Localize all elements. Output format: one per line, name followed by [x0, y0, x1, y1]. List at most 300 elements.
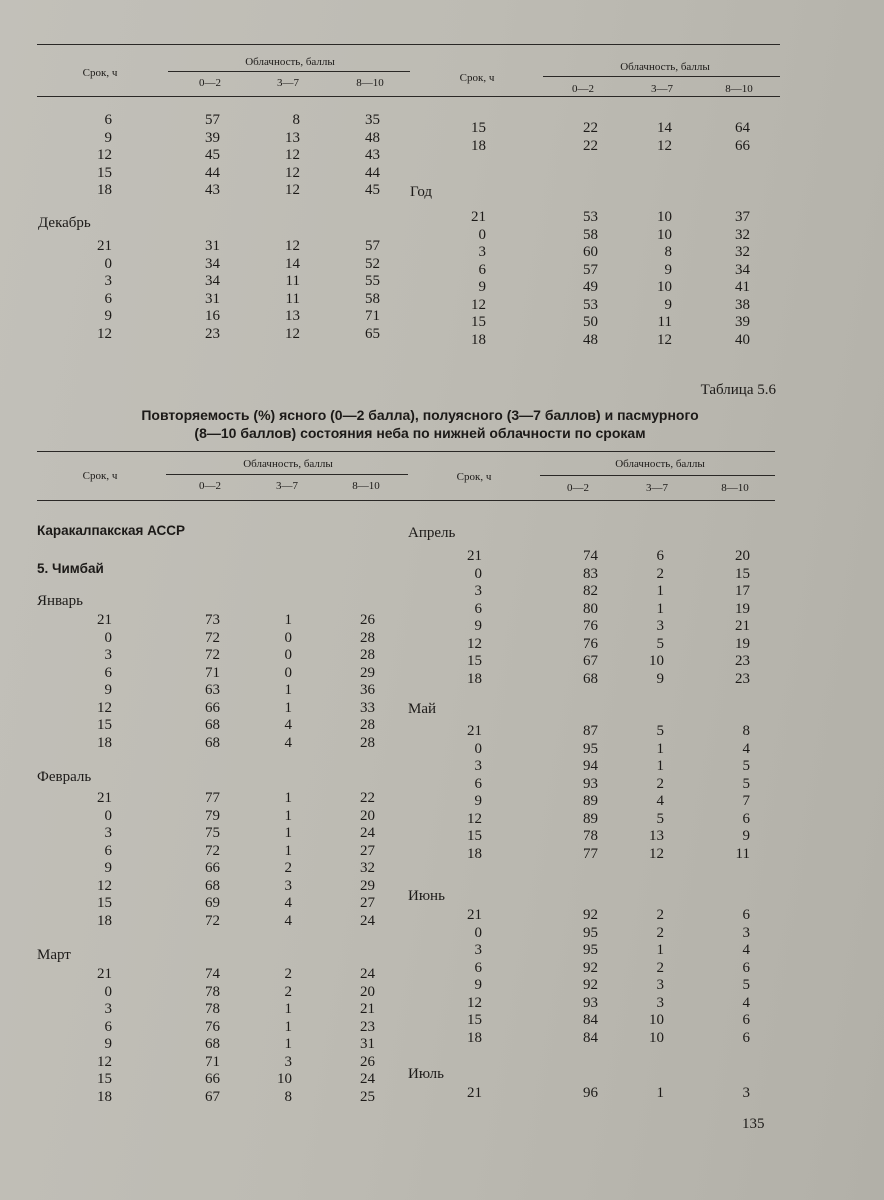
cell-clear: 76: [583, 618, 598, 634]
table-row: [40, 860, 400, 878]
cell-partly: 10: [657, 209, 672, 225]
cell-partly: 2: [656, 959, 664, 976]
cell-clear: 58: [583, 226, 598, 243]
cell-overcast: 23: [360, 1018, 375, 1035]
cell-partly: 9: [664, 296, 672, 313]
cell-overcast: 27: [360, 842, 375, 859]
cell-partly: 8: [664, 244, 672, 260]
cell-overcast: 32: [735, 226, 750, 243]
cell-srok: 3: [104, 647, 112, 663]
cell-overcast: 65: [365, 325, 380, 342]
cell-partly: 1: [284, 1036, 292, 1052]
top-rule: [37, 44, 780, 45]
cell-partly: 12: [285, 238, 300, 254]
cell-overcast: 17: [735, 583, 750, 599]
table-row: [420, 907, 780, 925]
month-label-mart: Март: [37, 947, 71, 963]
cell-srok: 12: [97, 325, 112, 342]
table-row: [420, 332, 780, 350]
cell-clear: 79: [205, 807, 220, 824]
cell-partly: 2: [656, 565, 664, 582]
cell-overcast: 21: [360, 1001, 375, 1017]
cell-overcast: 66: [735, 137, 750, 154]
cell-clear: 76: [205, 1018, 220, 1035]
cell-partly: 10: [649, 1029, 664, 1046]
cell-srok: 9: [104, 682, 112, 698]
table-row: [420, 262, 780, 280]
cell-partly: 14: [657, 120, 672, 136]
cell-clear: 49: [583, 279, 598, 295]
table-row: [40, 808, 400, 826]
top-header-bottom-rule: [37, 96, 780, 97]
cell-srok: 18: [467, 845, 482, 862]
cell-clear: 84: [583, 1012, 598, 1028]
cell-clear: 66: [205, 1071, 220, 1087]
cell-overcast: 28: [360, 629, 375, 646]
cell-srok: 0: [474, 740, 482, 757]
cell-srok: 9: [478, 279, 486, 295]
cell-srok: 6: [474, 959, 482, 976]
cell-partly: 10: [657, 226, 672, 243]
cell-srok: 18: [471, 331, 486, 348]
cell-overcast: 35: [365, 112, 380, 128]
top-left-hdr-c3: 8—10: [356, 77, 384, 89]
cell-partly: 0: [284, 664, 292, 681]
t56-right-hdr-c1: 0—2: [567, 482, 589, 494]
cell-clear: 73: [205, 612, 220, 628]
cell-overcast: 28: [360, 647, 375, 663]
cell-srok: 3: [478, 244, 486, 260]
cell-clear: 80: [583, 600, 598, 617]
table-row: [40, 790, 400, 808]
cell-overcast: 24: [360, 1071, 375, 1087]
cell-overcast: 27: [360, 895, 375, 911]
cell-partly: 1: [284, 842, 292, 859]
cell-overcast: 57: [365, 238, 380, 254]
cell-overcast: 32: [360, 860, 375, 876]
cell-clear: 57: [205, 112, 220, 128]
cell-srok: 21: [97, 612, 112, 628]
table-row: [420, 811, 780, 829]
cell-srok: 3: [104, 825, 112, 841]
top-right-hdr-c3: 8—10: [725, 83, 753, 95]
cell-srok: 0: [474, 924, 482, 941]
table-row: [40, 308, 400, 326]
cell-partly: 3: [284, 1053, 292, 1070]
cell-partly: 0: [284, 629, 292, 646]
cell-srok: 12: [471, 296, 486, 313]
t56-right-hdr-c2: 3—7: [646, 482, 668, 494]
table-row: [40, 984, 400, 1002]
cell-srok: 3: [474, 942, 482, 958]
year-label-god: Год: [410, 184, 433, 200]
cell-overcast: 31: [360, 1036, 375, 1052]
top-left-hdr-c1: 0—2: [199, 77, 221, 89]
cell-overcast: 6: [742, 1012, 750, 1028]
cell-overcast: 7: [742, 793, 750, 809]
cell-partly: 12: [285, 182, 300, 198]
cell-overcast: 39: [735, 314, 750, 330]
table-row: [40, 717, 400, 735]
t56-right-hdr-srok: Срок, ч: [456, 471, 492, 483]
table-row: [40, 1089, 400, 1107]
cell-overcast: 29: [360, 877, 375, 894]
cell-partly: 2: [656, 924, 664, 941]
t56-left-hdr-srok: Срок, ч: [82, 470, 118, 482]
table-row: [40, 825, 400, 843]
cell-clear: 71: [205, 664, 220, 681]
cell-overcast: 41: [735, 279, 750, 295]
cell-clear: 72: [205, 842, 220, 859]
cell-overcast: 19: [735, 635, 750, 652]
cell-srok: 12: [97, 877, 112, 894]
cell-partly: 4: [284, 717, 292, 733]
cell-srok: 6: [104, 290, 112, 307]
cell-srok: 12: [97, 1053, 112, 1070]
cell-partly: 5: [656, 635, 664, 652]
cell-partly: 4: [656, 793, 664, 809]
cell-clear: 43: [205, 182, 220, 198]
t56-left-hdr-c1: 0—2: [199, 480, 221, 492]
cell-srok: 9: [104, 308, 112, 324]
cell-overcast: 5: [742, 775, 750, 792]
cell-partly: 1: [656, 942, 664, 958]
cell-clear: 67: [205, 1088, 220, 1105]
month-label-dekabr: Декабрь: [38, 215, 91, 231]
cell-overcast: 3: [742, 924, 750, 941]
cell-partly: 10: [649, 1012, 664, 1028]
cell-partly: 1: [656, 1085, 664, 1101]
cell-clear: 72: [205, 912, 220, 929]
cell-overcast: 22: [360, 790, 375, 806]
cell-clear: 76: [583, 635, 598, 652]
cell-partly: 4: [284, 895, 292, 911]
cell-clear: 66: [205, 699, 220, 716]
cell-overcast: 6: [742, 907, 750, 923]
table-row: [420, 977, 780, 995]
cell-overcast: 6: [742, 959, 750, 976]
table-row: [40, 843, 400, 861]
cell-srok: 6: [104, 1018, 112, 1035]
cell-srok: 12: [467, 635, 482, 652]
cell-srok: 15: [471, 120, 486, 136]
cell-overcast: 19: [735, 600, 750, 617]
table-row: [420, 995, 780, 1013]
table-row: [40, 1071, 400, 1089]
cell-partly: 10: [277, 1071, 292, 1087]
table-row: [420, 227, 780, 245]
table-row: [420, 758, 780, 776]
cell-srok: 9: [474, 977, 482, 993]
cell-clear: 67: [583, 653, 598, 669]
table-row: [40, 326, 400, 344]
table-row: [420, 618, 780, 636]
cell-srok: 9: [474, 793, 482, 809]
table-title-line2: (8—10 баллов) состояния неба по нижней облачности по срокам: [194, 425, 646, 441]
month-label-fevral: Февраль: [37, 769, 92, 785]
cell-overcast: 58: [365, 290, 380, 307]
cell-partly: 1: [656, 583, 664, 599]
cell-overcast: 20: [735, 548, 750, 564]
cell-overcast: 5: [742, 758, 750, 774]
cell-srok: 21: [467, 907, 482, 923]
t56-right-hdr-c3: 8—10: [721, 482, 749, 494]
cell-overcast: 45: [365, 182, 380, 198]
table-row: [420, 942, 780, 960]
table-row: [40, 1001, 400, 1019]
cell-clear: 63: [205, 682, 220, 698]
cell-clear: 83: [583, 565, 598, 582]
table-row: [420, 925, 780, 943]
cell-overcast: 52: [365, 255, 380, 272]
cell-clear: 68: [583, 670, 598, 687]
cell-partly: 1: [656, 600, 664, 617]
cell-srok: 0: [474, 565, 482, 582]
table-row: [40, 130, 400, 148]
cell-overcast: 36: [360, 682, 375, 698]
cell-overcast: 23: [735, 670, 750, 687]
cell-srok: 9: [104, 1036, 112, 1052]
cell-clear: 78: [205, 1001, 220, 1017]
cell-partly: 12: [657, 331, 672, 348]
top-left-hdr-oblachnost: Облачность, баллы: [245, 56, 335, 68]
table-row: [420, 244, 780, 262]
month-label-iyul: Июль: [408, 1066, 444, 1082]
cell-partly: 9: [656, 670, 664, 687]
table-row: [40, 291, 400, 309]
table-row: [40, 273, 400, 291]
cell-overcast: 8: [742, 723, 750, 739]
cell-clear: 92: [583, 977, 598, 993]
cell-srok: 3: [474, 758, 482, 774]
cell-clear: 68: [205, 877, 220, 894]
cell-srok: 12: [97, 699, 112, 716]
cell-overcast: 11: [735, 845, 750, 862]
table-row: [420, 1012, 780, 1030]
cell-clear: 77: [205, 790, 220, 806]
cell-srok: 18: [467, 670, 482, 687]
cell-clear: 71: [205, 1053, 220, 1070]
cell-overcast: 6: [742, 1029, 750, 1046]
cell-clear: 68: [205, 734, 220, 751]
cell-overcast: 20: [360, 983, 375, 1000]
cell-partly: 12: [285, 147, 300, 163]
cell-clear: 45: [205, 147, 220, 163]
cell-srok: 3: [104, 273, 112, 289]
cell-clear: 93: [583, 775, 598, 792]
cell-partly: 11: [285, 273, 300, 289]
station-heading: 5. Чимбай: [37, 561, 104, 576]
cell-overcast: 26: [360, 1053, 375, 1070]
cell-clear: 92: [583, 907, 598, 923]
region-heading: Каракалпакская АССР: [37, 523, 186, 538]
cell-overcast: 4: [742, 994, 750, 1011]
table-row: [40, 238, 400, 256]
t56-left-hdr-oblachnost: Облачность, баллы: [243, 458, 333, 470]
cell-partly: 10: [649, 653, 664, 669]
cell-partly: 1: [284, 1018, 292, 1035]
cell-partly: 1: [656, 758, 664, 774]
cell-clear: 75: [205, 825, 220, 841]
cell-partly: 12: [285, 325, 300, 342]
cell-partly: 8: [284, 1088, 292, 1105]
cell-overcast: 71: [365, 308, 380, 324]
cell-partly: 6: [656, 548, 664, 564]
cell-srok: 0: [104, 255, 112, 272]
cell-srok: 18: [467, 1029, 482, 1046]
cell-overcast: 23: [735, 653, 750, 669]
cell-overcast: 15: [735, 565, 750, 582]
top-right-hdr-srok: Срок, ч: [459, 72, 495, 84]
table-row: [420, 209, 780, 227]
cell-srok: 6: [104, 842, 112, 859]
cell-srok: 12: [467, 810, 482, 827]
table-row: [420, 120, 780, 138]
cell-partly: 5: [656, 723, 664, 739]
cell-clear: 44: [205, 164, 220, 181]
cell-srok: 6: [104, 664, 112, 681]
cell-partly: 10: [657, 279, 672, 295]
cell-clear: 78: [205, 983, 220, 1000]
cell-clear: 34: [205, 255, 220, 272]
cell-overcast: 24: [360, 912, 375, 929]
top-left-hdr-srok: Срок, ч: [82, 67, 118, 79]
cell-srok: 12: [467, 994, 482, 1011]
cell-overcast: 28: [360, 717, 375, 733]
table-row: [420, 279, 780, 297]
cell-srok: 3: [474, 583, 482, 599]
cell-clear: 68: [205, 717, 220, 733]
table-row: [420, 138, 780, 156]
table-row: [420, 741, 780, 759]
table-row: [420, 601, 780, 619]
cell-clear: 34: [205, 273, 220, 289]
table-row: [40, 182, 400, 200]
top-right-hdr-oblachnost: Облачность, баллы: [620, 61, 710, 73]
cell-overcast: 3: [742, 1085, 750, 1101]
cell-overcast: 26: [360, 612, 375, 628]
t56-header-bottom-rule: [37, 500, 775, 501]
cell-overcast: 28: [360, 734, 375, 751]
cell-partly: 11: [657, 314, 672, 330]
cell-overcast: 29: [360, 664, 375, 681]
cell-srok: 0: [104, 807, 112, 824]
cell-srok: 15: [467, 653, 482, 669]
cell-clear: 60: [583, 244, 598, 260]
cell-srok: 21: [467, 1085, 482, 1101]
cell-srok: 0: [478, 226, 486, 243]
cell-partly: 1: [284, 699, 292, 716]
cell-partly: 1: [284, 682, 292, 698]
cell-partly: 3: [284, 877, 292, 894]
month-label-may: Май: [408, 701, 437, 717]
table-row: [40, 878, 400, 896]
cell-overcast: 40: [735, 331, 750, 348]
cell-partly: 3: [656, 994, 664, 1011]
cell-clear: 95: [583, 924, 598, 941]
cell-srok: 21: [97, 238, 112, 254]
cell-partly: 4: [284, 734, 292, 751]
cell-overcast: 32: [735, 244, 750, 260]
cell-partly: 1: [284, 825, 292, 841]
table-row: [40, 966, 400, 984]
table-row: [40, 630, 400, 648]
cell-clear: 72: [205, 629, 220, 646]
month-label-aprel: Апрель: [408, 525, 456, 541]
cell-clear: 89: [583, 793, 598, 809]
cell-partly: 3: [656, 977, 664, 993]
cell-overcast: 55: [365, 273, 380, 289]
table-row: [40, 112, 400, 130]
cell-clear: 82: [583, 583, 598, 599]
table-title-line1: Повторяемость (%) ясного (0—2 балла), полуясного (3—7 баллов) и пасмурного: [141, 407, 699, 423]
cell-partly: 12: [285, 164, 300, 181]
cell-overcast: 21: [735, 618, 750, 634]
t56-left-hdr-c3: 8—10: [352, 480, 380, 492]
cell-srok: 21: [467, 548, 482, 564]
top-right-hdr-c1: 0—2: [572, 83, 594, 95]
cell-partly: 9: [664, 261, 672, 278]
table-row: [420, 653, 780, 671]
top-right-subrule: [543, 76, 780, 77]
cell-partly: 12: [649, 845, 664, 862]
t56-right-hdr-oblachnost: Облачность, баллы: [615, 458, 705, 470]
cell-overcast: 37: [735, 209, 750, 225]
table-row: [40, 665, 400, 683]
table-row: [40, 647, 400, 665]
cell-partly: 1: [284, 612, 292, 628]
table-row: [420, 566, 780, 584]
cell-clear: 50: [583, 314, 598, 330]
cell-clear: 95: [583, 942, 598, 958]
cell-clear: 53: [583, 209, 598, 225]
cell-clear: 87: [583, 723, 598, 739]
cell-srok: 6: [474, 600, 482, 617]
cell-overcast: 25: [360, 1088, 375, 1105]
month-label-iyun: Июнь: [408, 888, 445, 904]
cell-srok: 15: [467, 828, 482, 844]
table-row: [40, 165, 400, 183]
table-row: [40, 682, 400, 700]
cell-srok: 15: [97, 895, 112, 911]
cell-clear: 16: [205, 308, 220, 324]
t56-right-subrule: [540, 475, 775, 476]
table-row: [40, 1054, 400, 1072]
cell-partly: 2: [656, 775, 664, 792]
cell-partly: 13: [285, 308, 300, 324]
table-row: [420, 776, 780, 794]
top-right-hdr-c2: 3—7: [651, 83, 673, 95]
cell-srok: 18: [97, 182, 112, 198]
cell-clear: 66: [205, 860, 220, 876]
cell-srok: 0: [104, 983, 112, 1000]
cell-partly: 2: [656, 907, 664, 923]
cell-clear: 78: [583, 828, 598, 844]
cell-partly: 1: [284, 1001, 292, 1017]
cell-overcast: 4: [742, 740, 750, 757]
cell-partly: 2: [284, 966, 292, 982]
cell-srok: 12: [97, 147, 112, 163]
cell-overcast: 4: [742, 942, 750, 958]
cell-clear: 93: [583, 994, 598, 1011]
cell-srok: 15: [97, 1071, 112, 1087]
table-number: Таблица 5.6: [700, 382, 776, 398]
table-row: [420, 723, 780, 741]
cell-clear: 84: [583, 1029, 598, 1046]
t56-top-rule: [37, 451, 775, 452]
cell-srok: 18: [97, 734, 112, 751]
cell-srok: 18: [97, 912, 112, 929]
